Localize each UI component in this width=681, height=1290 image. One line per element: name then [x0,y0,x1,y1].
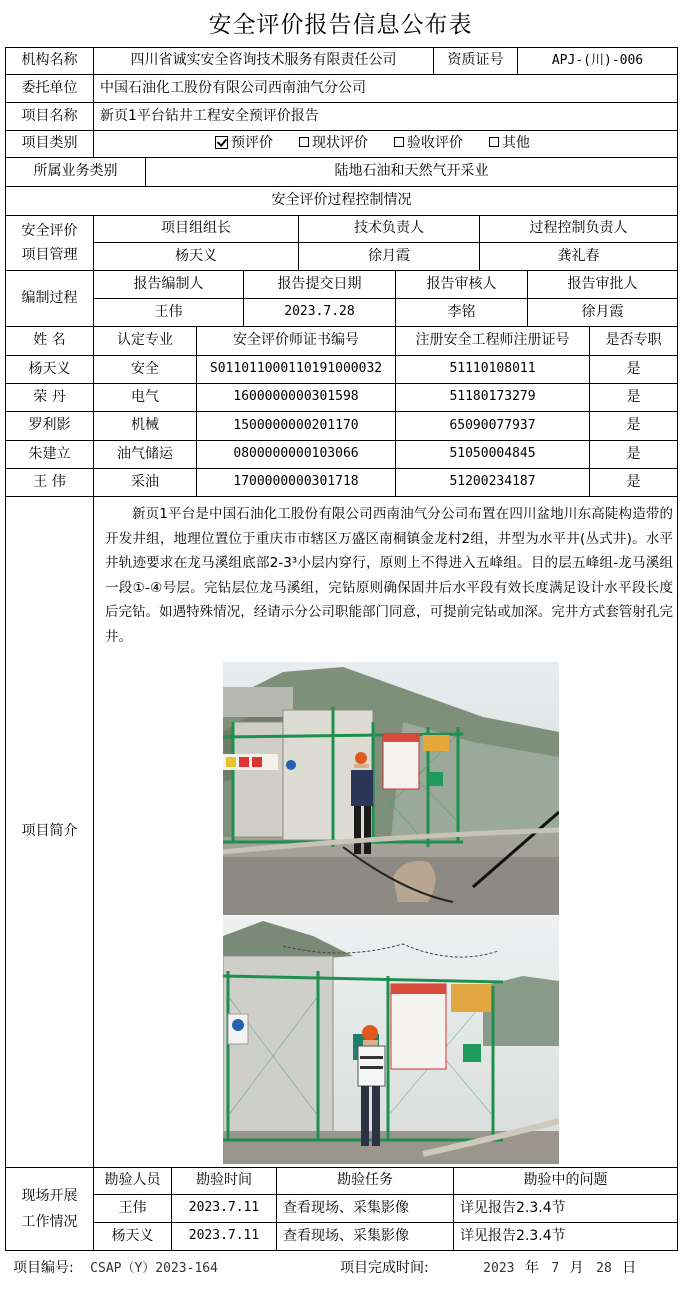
mgmt-value-leader: 杨天义 [94,243,299,271]
staff-name: 王 伟 [6,469,94,497]
cert-label: 资质证号 [434,48,518,75]
staff-major: 采油 [94,469,197,497]
site-person: 杨天义 [94,1223,172,1250]
site-header-issue: 勘验中的问题 [454,1168,677,1195]
mgmt-value-tech: 徐月霞 [299,243,480,271]
staff-header-fulltime: 是否专职 [590,327,677,356]
footer-month-unit: 月 [569,1260,584,1276]
org-label: 机构名称 [6,48,94,75]
category-option-pre[interactable]: 预评价 [215,135,273,153]
site-time: 2023.7.11 [172,1223,277,1250]
footer-code-value: CSAP（Y）2023-164 [90,1261,218,1276]
client-label: 委托单位 [6,75,94,103]
staff-major: 安全 [94,356,197,384]
category-option-other[interactable]: 其他 [489,135,530,153]
staff-cert: 0800000000103066 [197,441,396,469]
compile-value-approver: 徐月霞 [528,299,677,327]
process-title: 安全评价过程控制情况 [6,187,677,216]
footer-year-unit: 年 [524,1260,539,1276]
site-issue: 详见报告2.3.4节 [460,1227,566,1244]
site-task: 查看现场、采集影像 [277,1195,454,1223]
compile-label: 编制过程 [6,271,94,327]
staff-cert: 1600000000301598 [197,384,396,412]
project-label: 项目名称 [6,103,94,131]
staff-fulltime: 是 [590,441,677,469]
business-label: 所属业务类别 [6,158,146,187]
intro-label: 项目简介 [6,497,94,1168]
intro-paragraph: 新页1平台是中国石油化工股份有限公司西南油气分公司布置在四川盆地川东高陡构造带的开发井组，地理位置位于重庆市市辖区万盛区南桐镇金龙村2组，井型为水平井(丛式井)。水平井轨迹要求在龙马溪组底部2-3³小层内穿行，原则上不得进入五峰组。目的层五峰组-龙马溪组一段①-④号层。完钻层位龙马溪组，完钻原则确保固井后水平段有效长度满足设计水平段长度后完钻。如遇特殊情况，经请示分公司职能部门同意，可提前完钻或加深。完井方式套管射孔完井。 [105,506,673,645]
checkbox-checked-icon [215,136,228,149]
staff-reg: 51050004845 [396,441,590,469]
category-label: 项目类别 [6,131,94,158]
site-person: 王伟 [94,1195,172,1223]
footer-code [13,1257,218,1277]
staff-name: 朱建立 [6,441,94,469]
staff-cert: 1700000000301718 [197,469,396,497]
checkbox-empty-icon [489,137,499,147]
staff-reg: 51110108011 [396,356,590,384]
staff-header-cert: 安全评价师证书编号 [197,327,396,356]
site-photo-2 [223,916,559,1164]
staff-header-name: 姓 名 [6,327,94,356]
staff-header-major: 认定专业 [94,327,197,356]
mgmt-value-control: 龚礼春 [480,243,677,271]
category-option-acceptance[interactable]: 验收评价 [394,135,463,153]
compile-header-reviewer: 报告审核人 [396,271,528,299]
staff-fulltime: 是 [590,384,677,412]
compile-header-approver: 报告审批人 [528,271,677,299]
staff-fulltime: 是 [590,412,677,441]
staff-reg: 65090077937 [396,412,590,441]
checkbox-empty-icon [299,137,309,147]
staff-name: 杨天义 [6,356,94,384]
category-option-current[interactable]: 现状评价 [299,135,368,153]
footer-day-unit: 日 [622,1260,637,1276]
staff-fulltime: 是 [590,469,677,497]
cert-value: APJ-(川)-006 [518,48,677,75]
category-options [94,131,677,158]
mgmt-header-control: 过程控制负责人 [480,216,677,243]
staff-cert: 1500000000201170 [197,412,396,441]
site-header-task: 勘验任务 [277,1168,454,1195]
footer-done-month: 7 [551,1261,560,1276]
footer-completion [340,1257,636,1277]
checkbox-empty-icon [394,137,404,147]
business-value: 陆地石油和天然气开采业 [146,158,677,187]
compile-header-author: 报告编制人 [94,271,244,299]
site-photo-1-image [223,662,559,915]
compile-header-date: 报告提交日期 [244,271,396,299]
staff-reg: 51200234187 [396,469,590,497]
footer-code-label: 项目编号: [13,1260,74,1276]
staff-major: 油气储运 [94,441,197,469]
site-header-person: 勘验人员 [94,1168,172,1195]
site-photo-2-image [223,916,559,1164]
staff-fulltime: 是 [590,356,677,384]
staff-major: 电气 [94,384,197,412]
org-value: 四川省诚实安全咨询技术服务有限责任公司 [94,48,434,75]
footer-done-year: 2023 [483,1261,515,1276]
compile-value-reviewer: 李铭 [396,299,528,327]
staff-name: 荣 丹 [6,384,94,412]
footer-done-day: 28 [596,1261,612,1276]
staff-name: 罗利影 [6,412,94,441]
site-time: 2023.7.11 [172,1195,277,1223]
site-header-time: 勘验时间 [172,1168,277,1195]
info-table [5,47,678,1251]
site-issue: 详见报告2.3.4节 [454,1195,677,1223]
mgmt-header-leader: 项目组组长 [94,216,299,243]
intro-content [99,497,678,1168]
site-label: 现场开展 工作情况 [6,1168,94,1250]
mgmt-header-tech: 技术负责人 [299,216,480,243]
site-photo-1 [223,662,559,915]
client-value: 中国石油化工股份有限公司西南油气分公司 [94,75,677,103]
footer-done-label: 项目完成时间: [340,1260,429,1276]
compile-value-author: 王伟 [94,299,244,327]
staff-cert: S011011000110191000032 [197,356,396,384]
management-label: 安全评价 项目管理 [6,216,94,271]
staff-reg: 51180173279 [396,384,590,412]
staff-major: 机械 [94,412,197,441]
compile-value-date: 2023.7.28 [244,299,396,327]
site-task: 查看现场、采集影像 [277,1223,454,1250]
staff-header-reg: 注册安全工程师注册证号 [396,327,590,356]
page-title: 安全评价报告信息公布表 [208,12,473,38]
project-value: 新页1平台钻井工程安全预评价报告 [94,103,677,131]
